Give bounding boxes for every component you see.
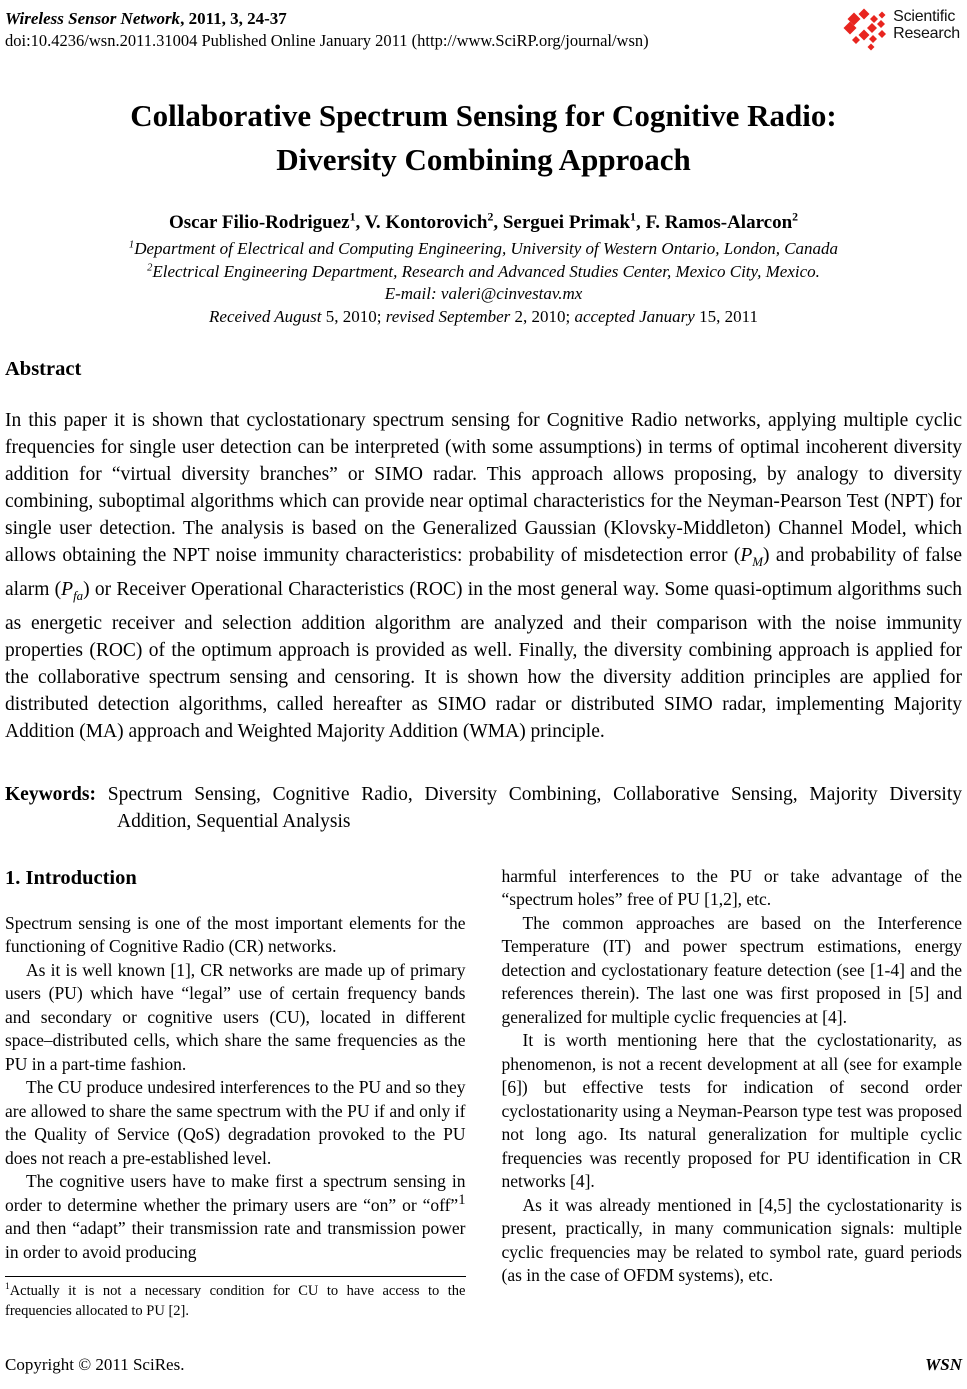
prob-misdetection-symbol: P (740, 545, 753, 566)
affiliation-1-text: Department of Electrical and Computing Engineering, University of Western Ontario, London, Canada (134, 239, 839, 258)
dates-line (5, 306, 962, 329)
revised-date: 2, 2010; (514, 306, 575, 326)
prob-false-alarm-symbol: P (61, 578, 74, 600)
logo-text (893, 8, 960, 42)
affiliation-2 (5, 261, 962, 284)
doi-line: doi:10.4236/wsn.2011.31004 Published Online January 2011 (http://www.SciRP.org/journal/wsn) (5, 31, 649, 50)
keywords-line (5, 781, 962, 835)
paper-title-line2: Diversity Combining Approach (276, 142, 691, 177)
paper-title-line1: Collaborative Spectrum Sensing for Cognitive Radio: (130, 98, 837, 133)
author-name: , F. Ramos-Alarcon (635, 212, 793, 233)
journal-abbreviation: WSN (925, 1355, 962, 1374)
abstract-text: ) and probability of false alarm ( (5, 545, 962, 600)
scientific-research-logo (843, 8, 960, 52)
affiliation-1-mark: 1 (128, 239, 135, 251)
logo-text-line1: Scientific (893, 8, 956, 25)
author-affil-mark: 1 (630, 210, 636, 224)
prob-false-alarm-subscript: fa (73, 588, 84, 603)
scirp-diamonds-icon (843, 8, 889, 52)
authors-line (5, 212, 962, 234)
paragraph: As it was already mentioned in [4,5] the cyclostationarity is present, practically, in many communication signals: multiple cyclic frequencies may be related to symbol rate, guard periods (as in the case of OFDM systems), etc. (501, 1194, 962, 1286)
paragraph: The CU produce undesired interferences to the PU and so they are allowed to share the same spectrum with the PU if and only if the Quality of Service (QoS) degradation provoked to the PU does not reach a pre-established level. (5, 1077, 466, 1168)
received-label: Received August (209, 306, 326, 326)
two-column-body (5, 865, 962, 1322)
logo-text-line2: Research (893, 25, 960, 42)
email-line: E-mail: valeri@cinvestav.mx (384, 284, 583, 303)
right-column (502, 865, 963, 1322)
paragraph: As it is well known [1], CR networks are made up of primary users (PU) which have “legal” use of certain frequency bands and secondary or cognitive users (CU), located in different space–distributed cells, which share the same frequencies as the PU in a part-time fashion. (5, 959, 466, 1074)
abstract-body (5, 407, 962, 745)
footnote-reference-mark: 1 (458, 1191, 466, 1208)
prob-misdetection-subscript: M (752, 554, 763, 569)
paragraph-text: and then “adapt” their transmission rate and transmission power in order to avoid producing (5, 1218, 466, 1262)
abstract-text: In this paper it is shown that cyclostationary spectrum sensing for Cognitive Radio networks, applying multiple cyclic frequencies for single user detection can be interpreted (with some assumptions) in terms of optimal incoherent diversity addition for “virtual diversity branches” or SIMO radar. This approach allows proposing, by analogy to diversity combining, suboptimal algorithms which can provide near optimal characteristics for the Neyman-Pearson Test (NPT) for single user detection. The analysis is based on the Generalized Gaussian (Klovsky-Middleton) Channel Model, which allows obtaining the NPT noise immunity characteristics: probability of misdetection error ( (5, 410, 962, 566)
paragraph-with-footnote-ref (5, 1170, 466, 1264)
author-affil-mark: 2 (487, 210, 494, 224)
page-footer (5, 1355, 962, 1375)
accepted-label: accepted January (574, 306, 700, 326)
section-1-heading: 1. Introduction (5, 866, 137, 889)
author-affil-mark: 2 (792, 210, 799, 224)
paragraph-text: The cognitive users have to make first a spectrum sensing in order to determine whether the primary users are “on” or “off” (5, 1171, 466, 1215)
footnote-text: Actually it is not a necessary condition for CU to have access to the frequencies allocated to PU [2]. (5, 1283, 466, 1319)
copyright-text: Copyright © 2011 SciRes. (5, 1355, 185, 1374)
received-date: 5, 2010; (325, 306, 386, 326)
paragraph: It is worth mentioning here that the cyclostationarity, as phenomenon, is not a recent development at all (see for example [6]) but effective tests for indication of second order cyclostationarity using a Neyman-Pearson type test was proposed not long ago. Its natural generalization for multiple cyclic frequencies was recently proposed for PU identification in CR networks [4]. (501, 1030, 962, 1192)
paper-title (5, 94, 962, 182)
author-name: , V. Kontorovich (355, 212, 488, 233)
journal-line (5, 8, 649, 30)
paragraph: The common approaches are based on the Interference Temperature (IT) and power spectrum estimations, energy detection and cyclostationary feature detection (see [1-4] and the references therein). The last one was first proposed in [5] and generalized for multiple cyclic frequencies at [4]. (501, 912, 962, 1027)
affiliations-block (5, 238, 962, 328)
abstract-text: ) or Receiver Operational Characteristics (ROC) in the most general way. Some quasi-optimum algorithms such as energetic receiver and selection addition algorithm are analyzed and their comparison with the noise immunity properties (ROC) of the optimum approach is provided as well. Finally, the diversity combining approach is applied for the collaborative spectrum sensing and censoring. It is shown how the diversity addition principles are applied for distributed detection algorithms, called hereafter as SIMO radar or distributed SIMO radar, implementing Majority Addition (MA) approach and Weighted Majority Addition (WMA) principle. (5, 578, 962, 742)
author-name: Oscar Filio-Rodriguez (168, 212, 350, 233)
abstract-heading: Abstract (5, 358, 82, 380)
author-affil-mark: 1 (349, 210, 356, 224)
journal-citation: , 2011, 3, 24-37 (180, 9, 287, 28)
affiliation-1 (5, 238, 962, 261)
footnote-mark: 1 (5, 1282, 10, 1293)
footnote (5, 1276, 466, 1321)
author-name: , Serguei Primak (493, 212, 631, 233)
accepted-date: 15, 2011 (699, 306, 758, 326)
paragraph: Spectrum sensing is one of the most important elements for the functioning of Cognitive Radio (CR) networks. (5, 912, 466, 957)
left-column (5, 865, 466, 1322)
keywords-label: Keywords: (5, 783, 96, 805)
revised-label: revised September (385, 306, 515, 326)
header-citation-block (5, 8, 649, 52)
keywords-text: Spectrum Sensing, Cognitive Radio, Diversity Combining, Collaborative Sensing, Majority Diversity Addition, Sequential Analysis (96, 783, 962, 832)
affiliation-2-text: Electrical Engineering Department, Research and Advanced Studies Center, Mexico City, Mexico. (152, 261, 820, 281)
journal-title: Wireless Sensor Network (5, 9, 181, 28)
affiliation-2-mark: 2 (147, 261, 153, 273)
page-header (5, 8, 962, 52)
paragraph: harmful interferences to the PU or take advantage of the “spectrum holes” free of PU [1,2], etc. (501, 865, 962, 910)
